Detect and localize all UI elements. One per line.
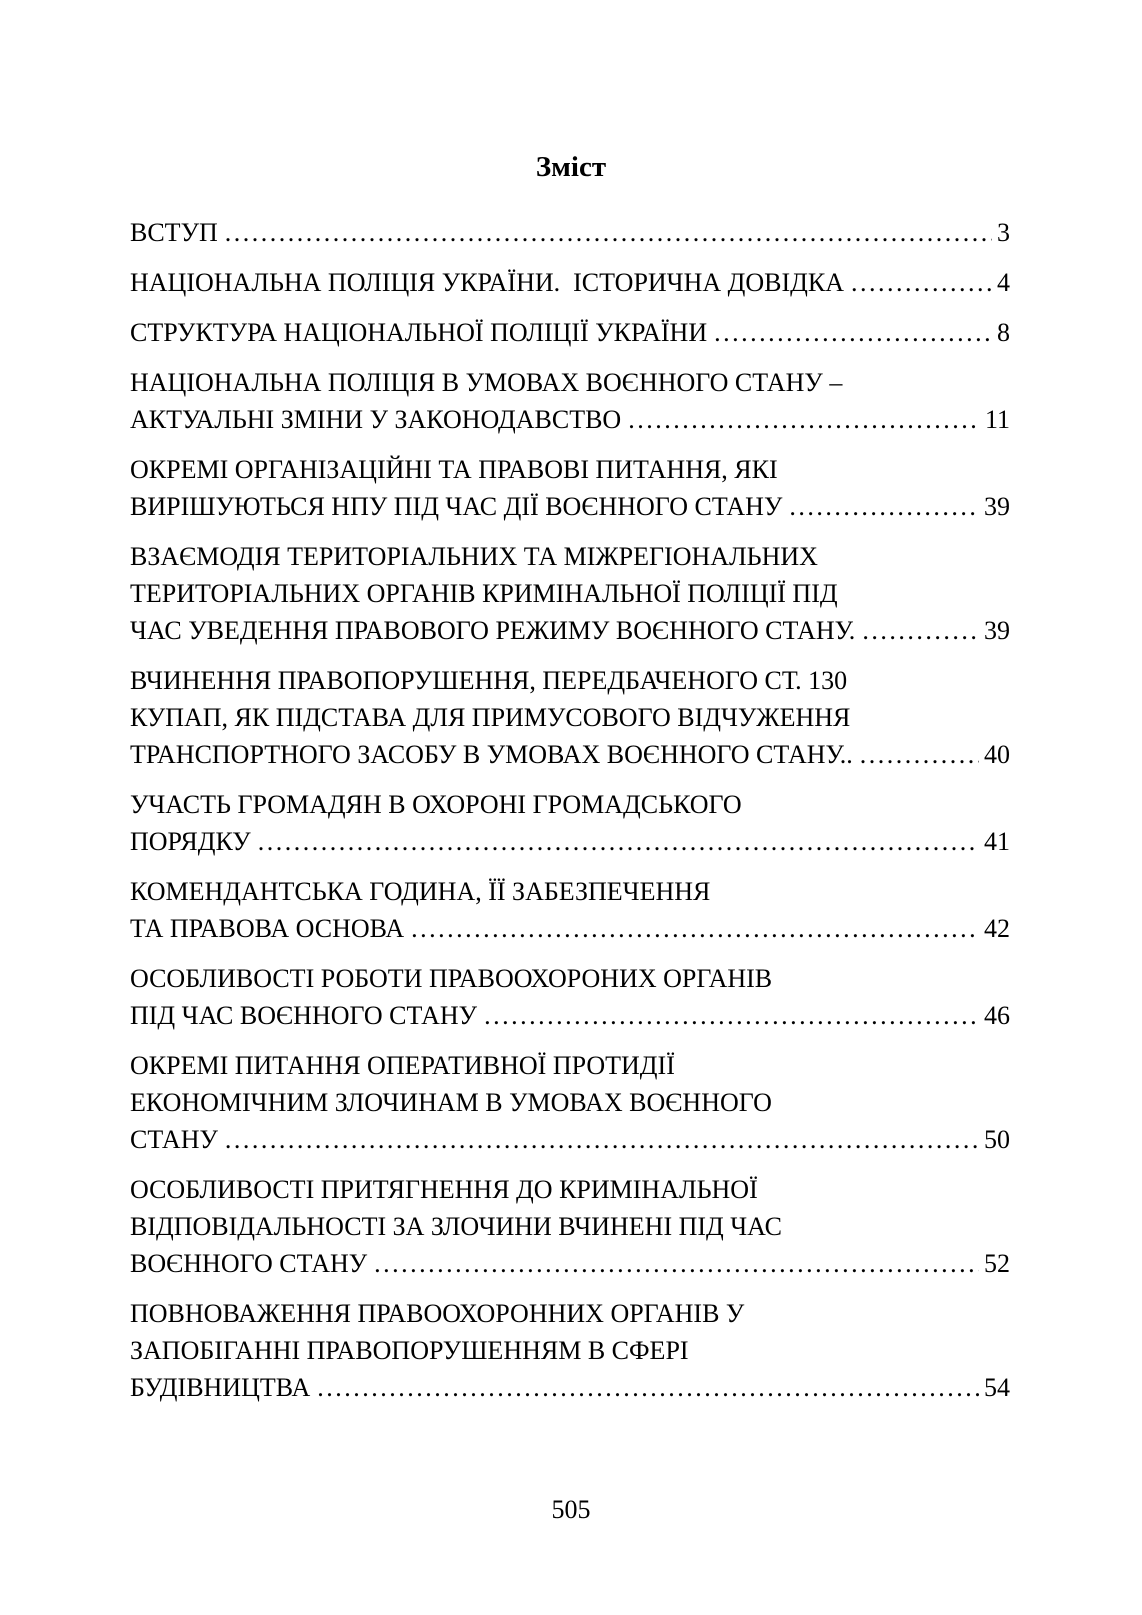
toc-page-number: 8 (997, 318, 1010, 347)
toc-entry-line: ОСОБЛИВОСТІ РОБОТИ ПРАВООХОРОНИХ ОРГАНІВ (130, 964, 773, 993)
toc-page-number: 39 (984, 616, 1010, 645)
dot-leader (411, 910, 979, 947)
toc-entry-text: НАЦІОНАЛЬНА ПОЛІЦІЯ УКРАЇНИ. ІСТОРИЧНА ДОВІДКА (130, 268, 844, 297)
toc-entry-text: ВОЄННОГО СТАНУ (130, 1249, 368, 1278)
toc-entry (130, 786, 1010, 860)
toc-page-number: 54 (984, 1373, 1010, 1402)
toc-entry-line (130, 823, 1010, 860)
toc-entry-text: ТРАНСПОРТНОГО ЗАСОБУ В УМОВАХ ВОЄННОГО СТАНУ.. (130, 740, 853, 769)
toc-entry (130, 214, 1010, 251)
toc-entry-text: ВСТУП (130, 218, 218, 247)
toc-entry-line: ВЧИНЕННЯ ПРАВОПОРУШЕННЯ, ПЕРЕДБАЧЕНОГО СТ. 130 (130, 666, 848, 695)
toc-page-number: 52 (984, 1249, 1010, 1278)
toc-entry (130, 960, 1010, 1034)
toc-page-number: 4 (997, 268, 1010, 297)
toc-entry (130, 662, 1010, 773)
toc-entry-text: ТА ПРАВОВА ОСНОВА (130, 914, 405, 943)
toc-entry (130, 451, 1010, 525)
toc-page-number: 11 (984, 405, 1010, 434)
toc-entry-line: УЧАСТЬ ГРОМАДЯН В ОХОРОНІ ГРОМАДСЬКОГО (130, 790, 742, 819)
toc-entry-line (130, 401, 1010, 438)
dot-leader (628, 401, 980, 438)
toc-entry-line (130, 736, 1010, 773)
toc-entry-line: НАЦІОНАЛЬНА ПОЛІЦІЯ В УМОВАХ ВОЄННОГО СТАНУ – (130, 368, 843, 397)
toc-entry-line: ОСОБЛИВОСТІ ПРИТЯГНЕННЯ ДО КРИМІНАЛЬНОЇ (130, 1175, 758, 1204)
toc-entry-line (130, 612, 1010, 649)
dot-leader (225, 214, 992, 251)
toc-entry-text: ВИРІШУЮТЬСЯ НПУ ПІД ЧАС ДІЇ ВОЄННОГО СТАНУ (130, 492, 783, 521)
dot-leader (714, 314, 992, 351)
toc-page-number: 39 (984, 492, 1010, 521)
toc-entry-line (130, 997, 1010, 1034)
toc-entry-line: ПОВНОВАЖЕННЯ ПРАВООХОРОННИХ ОРГАНІВ У (130, 1299, 745, 1328)
dot-leader (860, 736, 979, 773)
toc-entry (130, 1171, 1010, 1282)
toc-entry-line (130, 1369, 1010, 1406)
footer-page-number: 505 (551, 1495, 591, 1524)
dot-leader (862, 612, 979, 649)
dot-leader (225, 1121, 979, 1158)
toc-entry (130, 873, 1010, 947)
dot-leader (258, 823, 979, 860)
toc-entry-text: ЧАС УВЕДЕННЯ ПРАВОВОГО РЕЖИМУ ВОЄННОГО СТАНУ. (130, 616, 856, 645)
toc-entry-line (130, 314, 1010, 351)
toc-page-number: 50 (984, 1125, 1010, 1154)
toc-entry-line (130, 1121, 1010, 1158)
toc-entry (130, 364, 1010, 438)
toc-page-number: 3 (997, 218, 1010, 247)
toc-entry-line (130, 488, 1010, 525)
toc-entry (130, 314, 1010, 351)
toc-entry-line (130, 1245, 1010, 1282)
dot-leader (317, 1369, 979, 1406)
toc-entry-line: ВЗАЄМОДІЯ ТЕРИТОРІАЛЬНИХ ТА МІЖРЕГІОНАЛЬНИХ (130, 542, 818, 571)
dot-leader (789, 488, 979, 525)
toc-page-number: 40 (984, 740, 1010, 769)
toc-entry (130, 1295, 1010, 1406)
dot-leader (851, 264, 992, 301)
toc-entry (130, 538, 1010, 649)
toc-entry (130, 1047, 1010, 1158)
toc-entry-text: СТРУКТУРА НАЦІОНАЛЬНОЇ ПОЛІЦІЇ УКРАЇНИ (130, 318, 708, 347)
toc-page-number: 42 (984, 914, 1010, 943)
table-of-contents (130, 214, 1010, 1406)
toc-entry-line: ОКРЕМІ ОРГАНІЗАЦІЙНІ ТА ПРАВОВІ ПИТАННЯ, ЯКІ (130, 455, 778, 484)
toc-page-number: 46 (984, 1001, 1010, 1030)
toc-entry-line: КОМЕНДАНТСЬКА ГОДИНА, ЇЇ ЗАБЕЗПЕЧЕННЯ (130, 877, 711, 906)
dot-leader (484, 997, 979, 1034)
dot-leader (374, 1245, 979, 1282)
toc-entry-line: КУПАП, ЯК ПІДСТАВА ДЛЯ ПРИМУСОВОГО ВІДЧУЖЕННЯ (130, 703, 851, 732)
toc-entry-line: ВІДПОВІДАЛЬНОСТІ ЗА ЗЛОЧИНИ ВЧИНЕНІ ПІД ЧАС (130, 1212, 782, 1241)
toc-entry-text: АКТУАЛЬНІ ЗМІНИ У ЗАКОНОДАВСТВО (130, 405, 622, 434)
toc-entry-line: ЗАПОБІГАННІ ПРАВОПОРУШЕННЯМ В СФЕРІ (130, 1336, 689, 1365)
toc-entry-line: ОКРЕМІ ПИТАННЯ ОПЕРАТИВНОЇ ПРОТИДІЇ (130, 1051, 675, 1080)
toc-entry-line (130, 910, 1010, 947)
toc-entry-line: ТЕРИТОРІАЛЬНИХ ОРГАНІВ КРИМІНАЛЬНОЇ ПОЛІЦІЇ ПІД (130, 579, 838, 608)
toc-entry-text: БУДІВНИЦТВА (130, 1373, 311, 1402)
toc-entry-line: ЕКОНОМІЧНИМ ЗЛОЧИНАМ В УМОВАХ ВОЄННОГО (130, 1088, 772, 1117)
toc-entry-line (130, 214, 1010, 251)
toc-page-number: 41 (984, 827, 1010, 856)
toc-entry-text: ПОРЯДКУ (130, 827, 251, 856)
toc-entry (130, 264, 1010, 301)
toc-entry-text: ПІД ЧАС ВОЄННОГО СТАНУ (130, 1001, 478, 1030)
toc-entry-text: СТАНУ (130, 1125, 218, 1154)
page-title: Зміст (535, 151, 607, 183)
toc-entry-line (130, 264, 1010, 301)
